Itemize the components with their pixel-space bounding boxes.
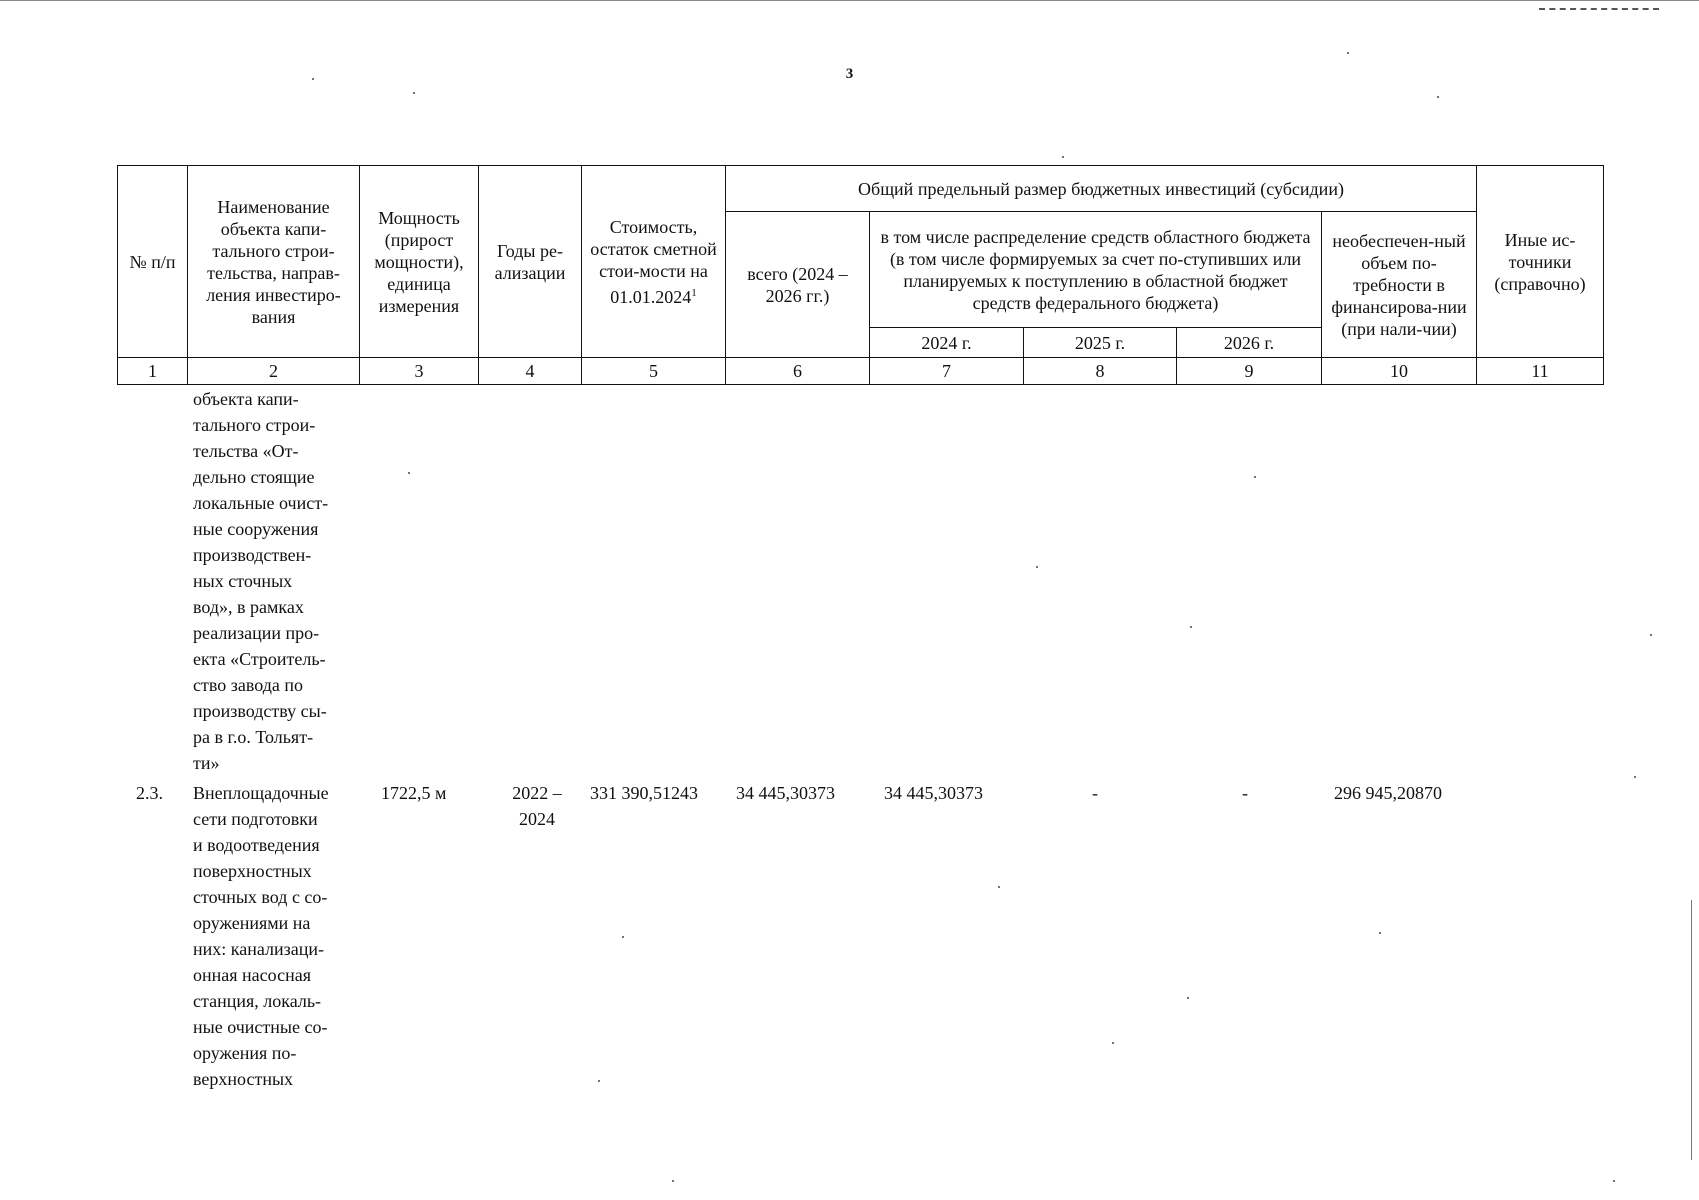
row-total: 34 445,30373: [736, 783, 835, 803]
name-line: сточных вод с со-: [193, 887, 328, 907]
scan-speck: [672, 1180, 674, 1182]
scan-speck: [1347, 52, 1349, 54]
scan-speck: [413, 92, 415, 94]
header-cost: [582, 166, 726, 358]
name-line: ти»: [193, 753, 220, 773]
header-total: всего (2024 – 2026 гг.): [726, 212, 870, 358]
name-line: верхностных: [193, 1069, 294, 1089]
scan-speck: [1062, 156, 1064, 158]
scan-speck: [1112, 1042, 1114, 1044]
name-line: объекта капи-: [193, 389, 299, 409]
row-number: 2.3.: [136, 783, 163, 803]
name-line: и водоотведения: [193, 835, 320, 855]
name-line: ные очистные со-: [193, 1017, 328, 1037]
years-start: 2022 –: [512, 783, 562, 803]
scan-speck: [408, 472, 410, 474]
header-capacity: Мощность (прирост мощности), единица измерения: [360, 166, 479, 358]
name-line: ство завода по: [193, 675, 303, 695]
name-line: тельства «От-: [193, 441, 299, 461]
header-regional-budget-distribution: в том числе распределение средств областного бюджета (в том числе формируемых за счет по-ступивших или планируемых к поступлению в областной бюджет средств федерального бюджета): [870, 212, 1322, 328]
column-number: 4: [479, 358, 582, 385]
header-year-2026: 2026 г.: [1177, 328, 1322, 358]
name-line: вод», в рамках: [193, 597, 304, 617]
column-number: 11: [1477, 358, 1604, 385]
row-unfunded-volume: 296 945,20870: [1334, 783, 1442, 803]
row-cost: 331 390,51243: [590, 783, 698, 803]
name-line: ных сточных: [193, 571, 293, 591]
name-line: реализации про-: [193, 623, 320, 643]
column-number: 2: [188, 358, 360, 385]
scan-speck: [1650, 634, 1652, 636]
row-object-name: [193, 780, 358, 1092]
column-number: 6: [726, 358, 870, 385]
scan-speck: [598, 1080, 600, 1082]
column-number: 8: [1024, 358, 1177, 385]
name-line: ные сооружения: [193, 519, 319, 539]
name-line: оружения по-: [193, 1043, 297, 1063]
column-number: 5: [582, 358, 726, 385]
header-other-sources: Иные ис-точники (справочно): [1477, 166, 1604, 358]
footnote-marker: 1: [691, 286, 697, 299]
header-cost-text: Стоимость, остаток сметной стои-мости на 01.01.2024: [590, 216, 717, 307]
row-year-2025: -: [1092, 783, 1098, 803]
header-year-2025: 2025 г.: [1024, 328, 1177, 358]
years-end: 2024: [519, 809, 555, 829]
name-line: станция, локаль-: [193, 991, 322, 1011]
scan-speck: [622, 936, 624, 938]
scan-speck: [1613, 1180, 1615, 1182]
column-number: 3: [360, 358, 479, 385]
column-number: 9: [1177, 358, 1322, 385]
column-number: 1: [118, 358, 188, 385]
name-line: екта «Строитель-: [193, 649, 326, 669]
row-years: [497, 780, 577, 832]
continued-object-name: [193, 386, 358, 776]
scan-speck: [1036, 566, 1038, 568]
scan-speck: [1379, 932, 1381, 934]
name-line: ра в г.о. Тольят-: [193, 727, 314, 747]
scan-speck: [1187, 997, 1189, 999]
header-num: № п/п: [118, 166, 188, 358]
column-number: 10: [1322, 358, 1477, 385]
header-year-2024: 2024 г.: [870, 328, 1024, 358]
page-top-border: [0, 0, 1699, 1]
scan-speck: [1190, 626, 1192, 628]
row-year-2026: -: [1242, 783, 1248, 803]
name-line: дельно стоящие: [193, 467, 315, 487]
scan-speck: [1634, 776, 1636, 778]
header-unfunded-volume: необеспечен-ный объем по-требности в финансирова-нии (при нали-чии): [1322, 212, 1477, 358]
name-line: Внеплощадочные: [193, 783, 329, 803]
name-line: сети подготовки: [193, 809, 318, 829]
scan-speck: [312, 78, 314, 80]
scan-edge-line: [1691, 900, 1692, 1160]
name-line: них: канализаци-: [193, 939, 324, 959]
name-line: онная насосная: [193, 965, 311, 985]
name-line: тального строи-: [193, 415, 316, 435]
header-years: Годы ре-ализации: [479, 166, 582, 358]
header-budget-group: Общий предельный размер бюджетных инвестиций (субсидии): [726, 166, 1477, 212]
investment-table-header: [117, 165, 1604, 385]
name-line: производствен-: [193, 545, 312, 565]
row-year-2024: 34 445,30373: [884, 783, 983, 803]
name-line: локальные очист-: [193, 493, 329, 513]
row-capacity: 1722,5 м: [381, 783, 447, 803]
scan-speck: [1254, 476, 1256, 478]
scan-speck: [998, 886, 1000, 888]
column-number: 7: [870, 358, 1024, 385]
scan-mark: [1539, 8, 1659, 10]
name-line: оружениями на: [193, 913, 311, 933]
header-object-name: Наименование объекта капи-тального строи-тельства, направ-ления инвестиро-вания: [188, 166, 360, 358]
name-line: производству сы-: [193, 701, 327, 721]
page-number: 3: [845, 66, 854, 82]
scan-speck: [1437, 96, 1439, 98]
name-line: поверхностных: [193, 861, 312, 881]
